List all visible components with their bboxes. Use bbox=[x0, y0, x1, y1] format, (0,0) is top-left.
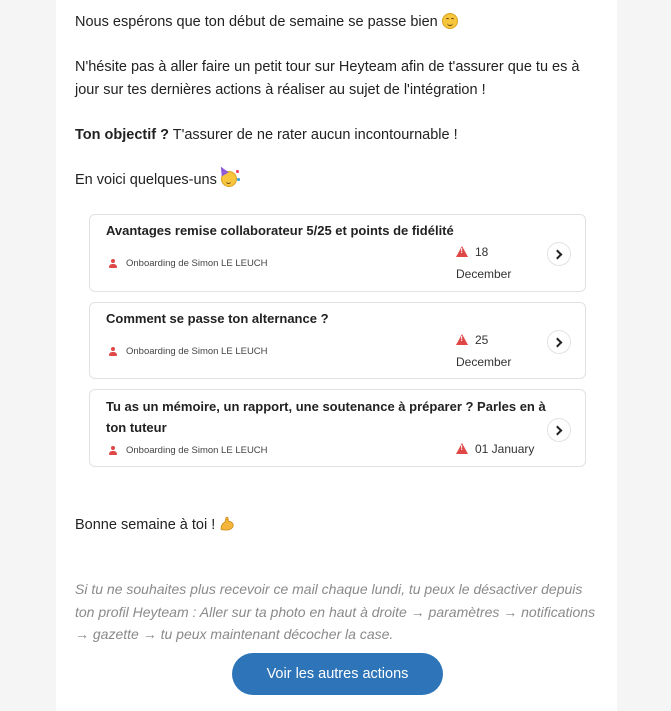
objective-paragraph bbox=[75, 124, 597, 147]
see-other-actions-button[interactable]: Voir les autres actions bbox=[232, 653, 443, 695]
action-card[interactable] bbox=[89, 389, 586, 467]
closing-paragraph bbox=[75, 514, 597, 537]
greeting-text: Nous espérons que ton début de semaine se passe bien bbox=[75, 14, 438, 30]
action-due-day: 25 bbox=[475, 333, 489, 347]
objective-text: T'assurer de ne rater aucun incontournable ! bbox=[168, 127, 458, 143]
action-due-date bbox=[456, 438, 534, 460]
action-title: Tu as un mémoire, un rapport, une soutenance à préparer ? Parles en à ton tuteur bbox=[106, 399, 546, 435]
action-title: Avantages remise collaborateur 5/25 et points de fidélité bbox=[106, 223, 454, 238]
intro-paragraph bbox=[75, 169, 597, 192]
user-icon bbox=[108, 347, 117, 356]
email-body bbox=[56, 0, 617, 711]
action-due-date bbox=[456, 329, 511, 373]
chevron-right-icon[interactable] bbox=[547, 418, 571, 442]
action-due-full: 01 January bbox=[475, 442, 535, 456]
action-card[interactable] bbox=[89, 302, 586, 379]
closing-text: Bonne semaine à toi ! bbox=[75, 517, 216, 533]
party-face-emoji-icon bbox=[221, 171, 237, 187]
action-owner-label: Onboarding de Simon LE LEUCH bbox=[126, 445, 268, 456]
smiling-face-emoji-icon bbox=[442, 13, 458, 29]
warning-triangle-icon bbox=[456, 246, 468, 257]
action-title: Comment se passe ton alternance ? bbox=[106, 311, 329, 326]
action-list bbox=[89, 214, 586, 467]
action-owner-label: Onboarding de Simon LE LEUCH bbox=[126, 258, 268, 269]
warning-triangle-icon bbox=[456, 443, 468, 454]
objective-label: Ton objectif ? bbox=[75, 127, 169, 143]
warning-triangle-icon bbox=[456, 334, 468, 345]
user-icon bbox=[108, 259, 117, 268]
action-owner bbox=[108, 346, 268, 357]
action-owner bbox=[108, 258, 268, 269]
chevron-right-icon[interactable] bbox=[547, 242, 571, 266]
greeting-paragraph bbox=[75, 0, 597, 34]
action-due-month: December bbox=[456, 355, 512, 369]
action-due-day: 18 bbox=[475, 245, 489, 259]
action-owner bbox=[108, 445, 268, 456]
action-owner-label: Onboarding de Simon LE LEUCH bbox=[126, 346, 268, 357]
action-due-date bbox=[456, 241, 511, 285]
info-paragraph: N'hésite pas à aller faire un petit tour sur Heyteam afin de t'assurer que tu es à jour sur tes dernières actions à réaliser au sujet de l'intégration ! bbox=[75, 59, 580, 98]
user-icon bbox=[108, 446, 117, 455]
unsubscribe-note: Si tu ne souhaites plus recevoir ce mail chaque lundi, tu peux le désactiver depuis ton profil Heyteam : Aller sur ta photo en haut à droite → paramètres → notifications → gazette → tu peux maintenant décocher la case. bbox=[75, 581, 596, 642]
chevron-right-icon[interactable] bbox=[547, 330, 571, 354]
flexed-biceps-emoji-icon bbox=[219, 516, 235, 532]
action-card[interactable] bbox=[89, 214, 586, 292]
action-due-month: December bbox=[456, 267, 512, 281]
intro-text: En voici quelques-uns bbox=[75, 172, 217, 188]
